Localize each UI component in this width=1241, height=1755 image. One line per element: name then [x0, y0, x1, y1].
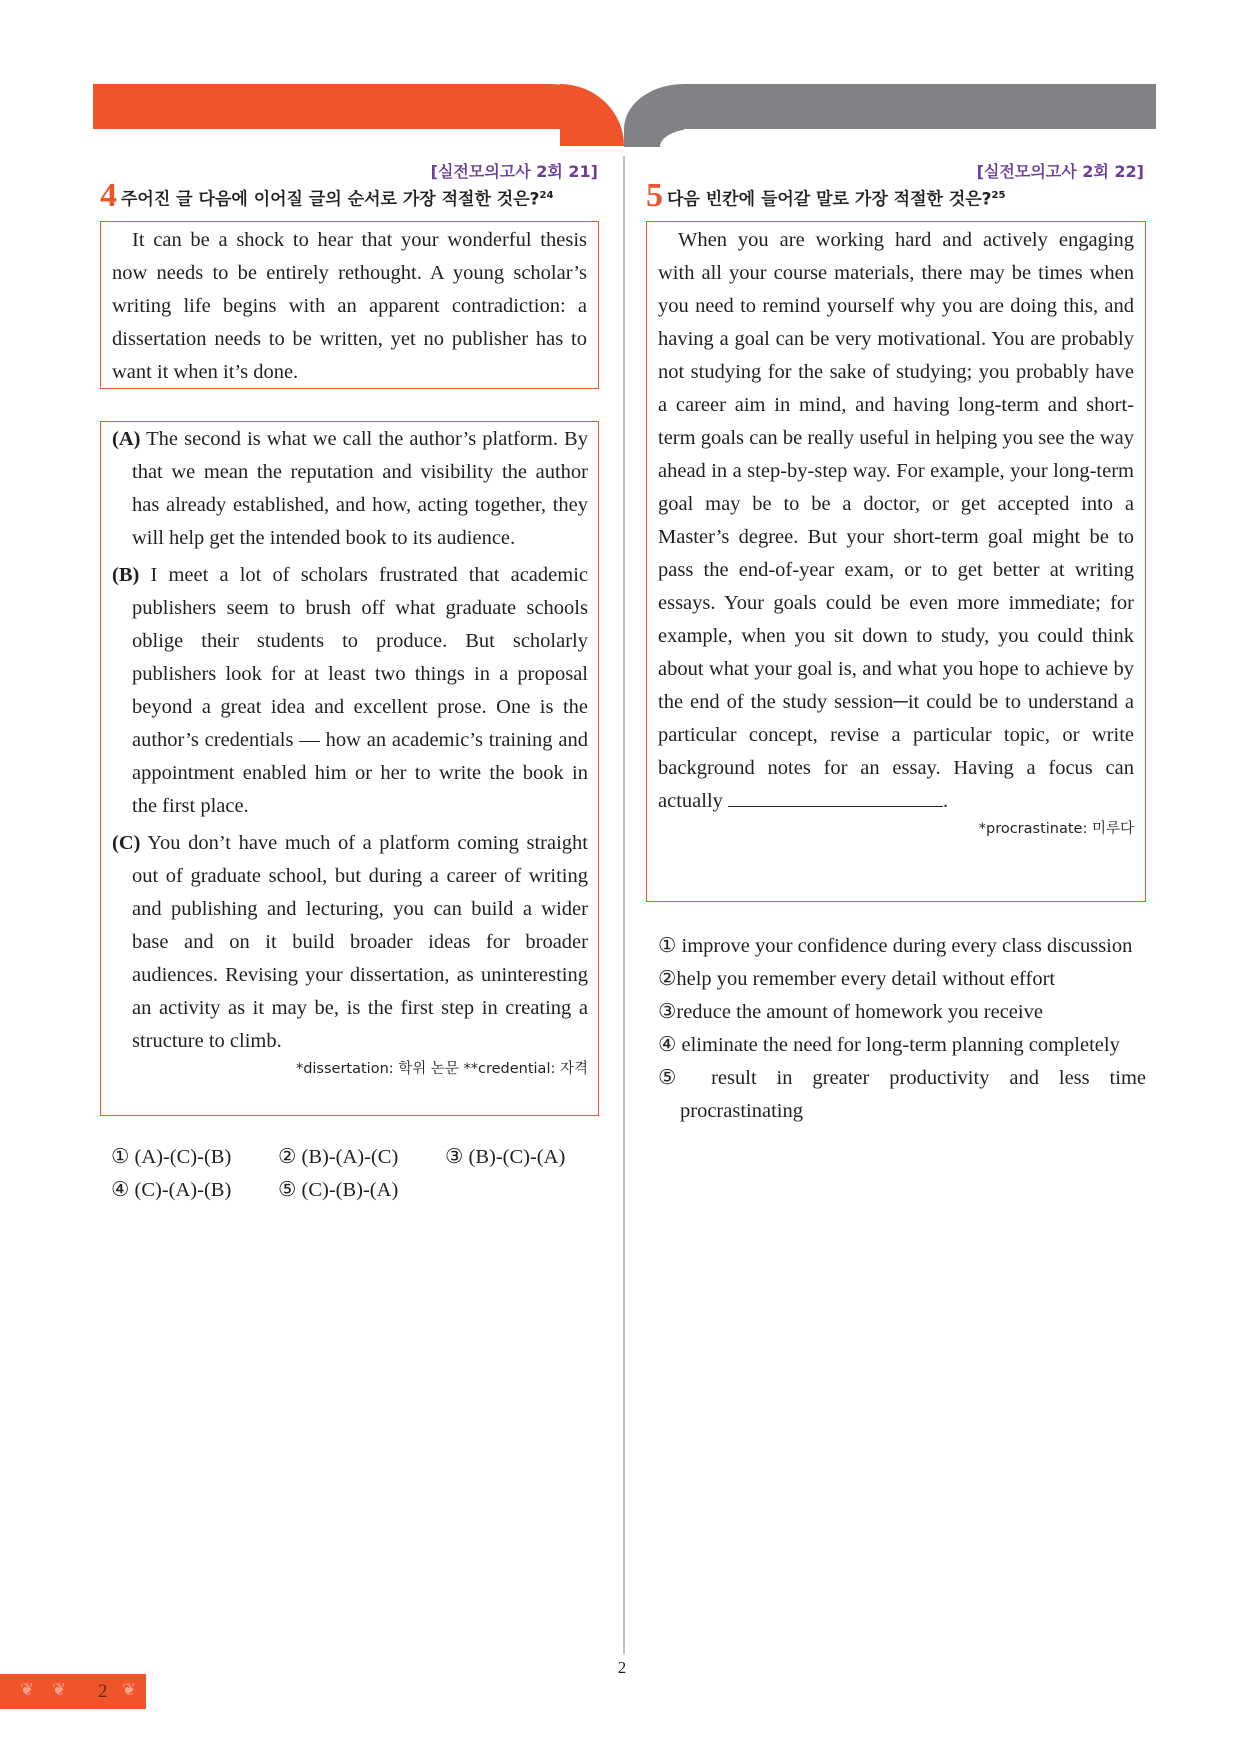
q5-heading: [646, 177, 1006, 214]
page-number: 2: [617, 1658, 627, 1677]
q4-choice-5[interactable]: ⑤ (C)-(B)-(A): [278, 1179, 399, 1201]
q4-choice-1[interactable]: ① (A)-(C)-(B): [111, 1146, 232, 1168]
q4-paragraph-c: (C) You don’t have much of a platform coming straight out of graduate school, but during a career of writing and publishing and lecturing, you can build a wider base and on it build broader ideas for broader audiences. Revising your dissertation, as uninteresting an activity as it may be, is the first step in creating a structure to climb.: [112, 832, 588, 1052]
q5-choice-2[interactable]: ②help you remember every detail without effort: [658, 968, 1056, 990]
q4-number: 4: [100, 177, 117, 214]
q4-footnote: *dissertation: 학위 논문 **credential: 자격: [295, 1061, 588, 1077]
q4-source: [실전모의고사 2회 21]: [430, 162, 598, 181]
q4-choice-3[interactable]: ③ (B)-(C)-(A): [445, 1146, 566, 1168]
q4-choice-2[interactable]: ② (B)-(A)-(C): [278, 1146, 399, 1168]
q5-footnote: *procrastinate: 미루다: [978, 821, 1134, 837]
q5-passage: When you are working hard and actively engaging with all your course materials, there may be times when you need to remind yourself why you are doing this, and having a goal can be very motivational. You are probably not studying for the sake of studying; you probably have a career aim in mind, and having long-term and short-term goals can be really useful in helping you see the way ahead in a step-by-step way. For example, your long-term goal may be to be a doctor, or get accepted into a Master’s degree. But your short-term goal might be to pass the end-of-year exam, or to get better at writing essays. Your goals could be even more immediate; for example, when you sit down to study, you could think about what your goal is, and what you hope to achieve by the end of the study session─it could be to understand a particular concept, revise a particular topic, or write background notes for an essay. Having a focus can actually .: [658, 229, 1134, 812]
q4-intro-box: [100, 221, 599, 389]
leaf-pattern-icon: ❦: [122, 1680, 137, 1699]
q5-number: 5: [646, 177, 663, 214]
q4-paragraph-a: (A) The second is what we call the author’s platform. By that we mean the reputation and visibility the author has already established, and how, acting together, they will help get the intended book to its audience.: [112, 428, 588, 549]
q5-choice-3[interactable]: ③reduce the amount of homework you receive: [658, 1001, 1043, 1023]
q4-choice-4[interactable]: ④ (C)-(A)-(B): [111, 1179, 232, 1201]
q4-paragraph-b: (B) I meet a lot of scholars frustrated that academic publishers seem to brush off what graduate schools oblige their students to produce. But scholarly publishers look for at least two things in a proposal beyond a great idea and excellent prose. One is the author’s credentials — how an academic’s training and appointment enabled him or her to write the book in the first place.: [112, 564, 588, 817]
q5-choice-1[interactable]: ① improve your confidence during every class discussion: [658, 935, 1133, 957]
footer-page-number: 2: [98, 1681, 108, 1702]
q5-source: [실전모의고사 2회 22]: [976, 162, 1144, 181]
q4-paragraphs-box: [100, 421, 599, 1116]
q5-choices: [658, 930, 1146, 1128]
q4-intro-text: It can be a shock to hear that your wonderful thesis now needs to be entirely rethought. A young scholar’s writing life begins with an apparent contradiction: a dissertation needs to be written, yet no publisher has to want it when it’s done.: [112, 229, 587, 383]
q5-blank: [728, 786, 943, 807]
header-tab-left-curve: [560, 84, 624, 146]
header-tab-right: [624, 84, 1156, 129]
q5-choice-5[interactable]: ⑤ result in greater productivity and less time procrastinating: [658, 1067, 1146, 1122]
header-tab-left: [93, 84, 617, 129]
q4-choices: [111, 1141, 612, 1207]
q5-prompt: 다음 빈칸에 들어갈 말로 가장 적절한 것은?$^{25}$: [667, 190, 1006, 210]
column-divider: [623, 156, 625, 1654]
q4-heading: [100, 177, 554, 214]
q4-prompt: 주어진 글 다음에 이어질 글의 순서로 가장 적절한 것은?$^{24}$: [121, 190, 554, 210]
q5-passage-box: [646, 221, 1146, 902]
leaf-pattern-icon: ❦: [20, 1680, 35, 1699]
q5-choice-4[interactable]: ④ eliminate the need for long-term planning completely: [658, 1034, 1120, 1056]
leaf-pattern-icon: ❦: [52, 1680, 67, 1699]
